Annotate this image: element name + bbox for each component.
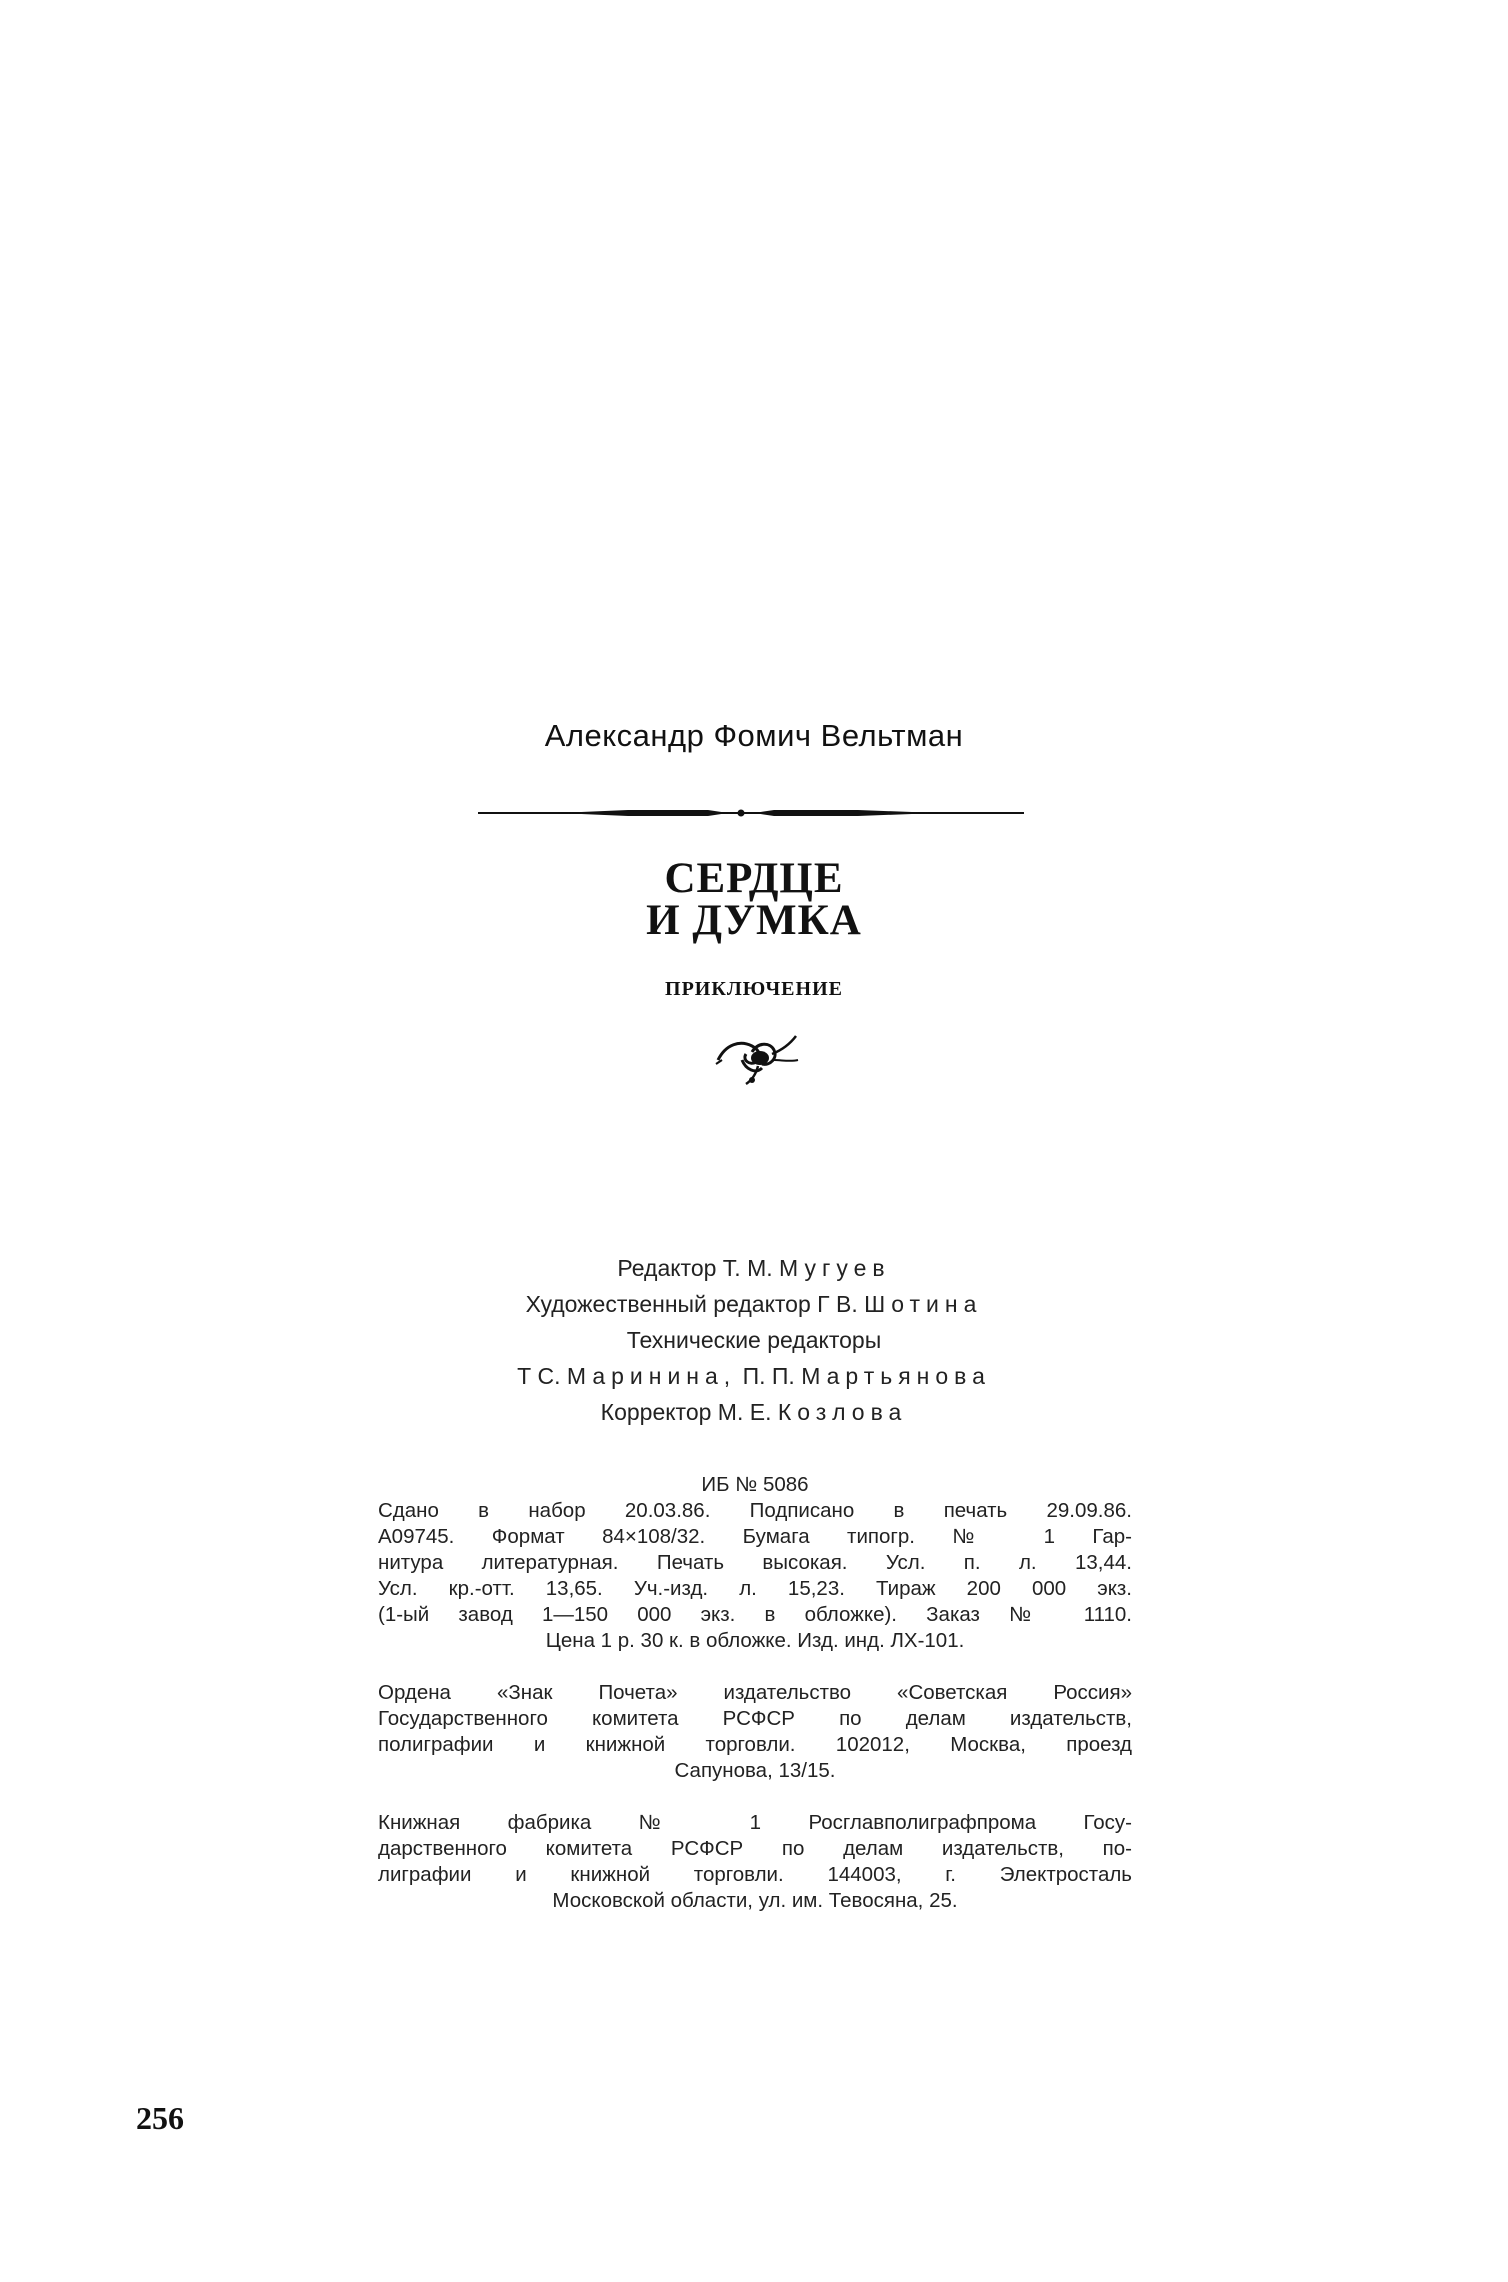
credit-tech-editor-2-prefix: П. П.	[742, 1363, 795, 1389]
credits-block	[0, 1250, 1508, 1430]
credit-tech-editor-1-name: Маринина,	[566, 1363, 737, 1389]
credit-tech-editor-2-name: Мартьянова	[801, 1363, 991, 1389]
publisher-line: Сапунова, 13/15.	[674, 1759, 836, 1782]
title-line-2: И ДУМКА	[646, 897, 862, 944]
print-detail-line: А09745. Формат 84×108/32. Бумага типогр. № 1 Гар-	[378, 1525, 1132, 1548]
floral-ornament-icon	[712, 1030, 804, 1090]
credit-corrector	[0, 1394, 1508, 1430]
credit-editor-name: Мугуев	[779, 1255, 891, 1281]
credit-tech-editors-label: Технические редакторы	[626, 1327, 882, 1353]
print-detail-line: Сдано в набор 20.03.86. Подписано в печать 29.09.86.	[378, 1499, 1132, 1522]
printer-line: Книжная фабрика № 1 Росглавполиграфпрома Госу-	[378, 1811, 1132, 1834]
credit-art-editor-label: Художественный редактор Г В.	[525, 1291, 858, 1317]
page-number: 256	[136, 2100, 184, 2136]
printer-info	[378, 1810, 1132, 1914]
print-details	[378, 1498, 1132, 1654]
decorative-rule	[478, 806, 1024, 820]
print-detail-line: (1-ый завод 1—150 000 экз. в обложке). Заказ № 1110.	[378, 1603, 1132, 1626]
book-subtitle: ПРИКЛЮЧЕНИЕ	[665, 978, 843, 1000]
credit-tech-editor-1-prefix: Т С.	[517, 1363, 561, 1389]
printer-line: Московской области, ул. им. Тевосяна, 25.	[552, 1889, 958, 1912]
credit-art-editor	[0, 1286, 1508, 1322]
print-detail-line: Цена 1 р. 30 к. в обложке. Изд. инд. ЛХ-101.	[545, 1629, 965, 1652]
credit-art-editor-name: Шотина	[864, 1291, 983, 1317]
credit-corrector-label: Корректор М. Е.	[600, 1399, 772, 1425]
credit-editor	[0, 1250, 1508, 1286]
printer-line: дарственного комитета РСФСР по делам издательств, по-	[378, 1837, 1132, 1860]
imprint-block	[378, 1472, 1132, 1914]
printer-line: лиграфии и книжной торговли. 144003, г. Электросталь	[378, 1863, 1132, 1886]
credit-corrector-name: Козлова	[777, 1399, 908, 1425]
rule-divider-icon	[478, 806, 1024, 820]
print-detail-line: Усл. кр.-отт. 13,65. Уч.-изд. л. 15,23. Тираж 200 000 экз.	[378, 1577, 1132, 1600]
book-title	[0, 855, 1508, 944]
publisher-line: Ордена «Знак Почета» издательство «Советская Россия»	[378, 1681, 1132, 1704]
ib-number: ИБ № 5086	[701, 1473, 809, 1496]
print-detail-line: нитура литературная. Печать высокая. Усл. п. л. 13,44.	[378, 1551, 1132, 1574]
title-line-1: СЕРДЦЕ	[664, 855, 844, 902]
publisher-line: Государственного комитета РСФСР по делам издательств,	[378, 1707, 1132, 1730]
credit-tech-editors	[0, 1358, 1508, 1394]
credit-editor-label: Редактор Т. М.	[617, 1255, 773, 1281]
publisher-line: полиграфии и книжной торговли. 102012, Москва, проезд	[378, 1733, 1132, 1756]
author-name: Александр Фомич Вельтман	[544, 718, 964, 753]
publisher-info	[378, 1680, 1132, 1784]
